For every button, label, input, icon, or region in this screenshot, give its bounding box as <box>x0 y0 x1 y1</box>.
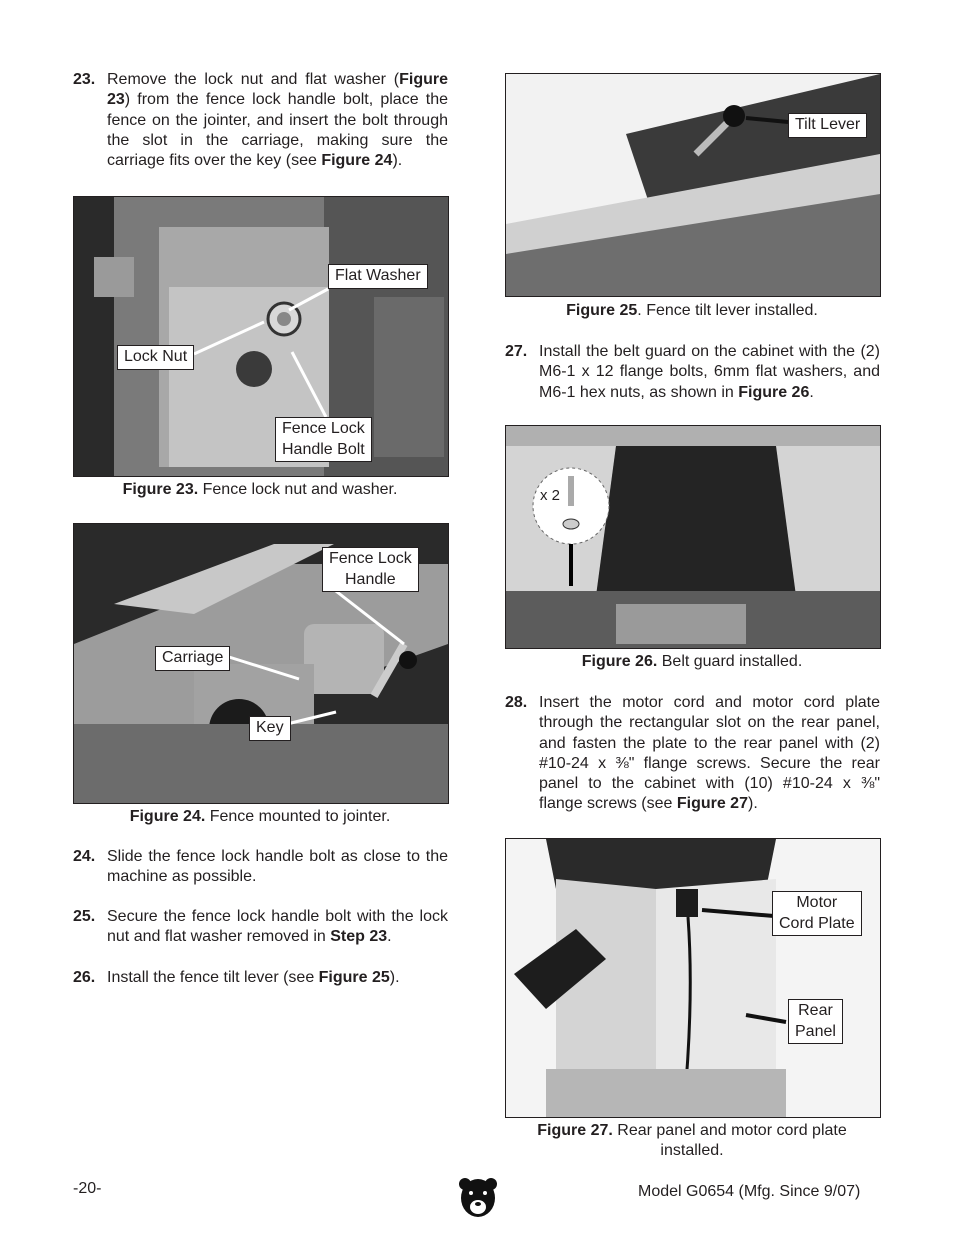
figure-26-photo <box>505 425 881 649</box>
step-reference: Figure 25 <box>318 969 390 986</box>
step-text-run: Slide the fence lock handle bolt as close to the machine as possible. <box>107 848 448 886</box>
figure-25-photo <box>505 73 881 297</box>
figure-26-caption <box>505 652 879 672</box>
step-text-run: ). <box>747 795 758 813</box>
step-text <box>107 848 448 885</box>
figure-24-caption <box>73 807 447 827</box>
step-reference: Figure 27 <box>676 795 748 813</box>
step-number: 28. <box>505 694 528 711</box>
callout-x2: x 2 <box>540 487 561 504</box>
step-text-run: ) from the fence lock handle bolt, place the fence on the jointer, and insert the bolt through the slot in the carriage, making sure the carriage fits over the key (see <box>107 91 448 170</box>
step-number: 26. <box>73 969 96 986</box>
callout-line: Rear <box>798 1002 833 1019</box>
step-24 <box>73 847 448 888</box>
figure-27-photo <box>505 838 881 1118</box>
caption-label: Figure 24. <box>129 808 206 825</box>
step-text <box>107 71 448 169</box>
step-text-run: Insert the motor cord and motor cord plate through the rectangular slot on the rear panel, and fasten the plate to the rear panel with (2) #10-24 x ⅜" flange screws. Secure the rear panel to the cabinet with (10) #10-24 x ⅜" flange screws (see <box>539 694 880 813</box>
callout-key: Key <box>249 716 291 741</box>
step-28 <box>505 693 880 815</box>
callout-lock-nut: Lock Nut <box>117 345 194 370</box>
callout-motor-cord-plate <box>772 891 862 936</box>
step-text-run: Secure the fence lock handle bolt with the lock nut and flat washer removed in <box>107 908 448 946</box>
caption-text: . Fence tilt lever installed. <box>637 302 818 319</box>
figure-25-caption <box>505 301 879 321</box>
step-number: 27. <box>505 343 528 360</box>
bear-head-logo-icon <box>458 1176 498 1220</box>
step-23 <box>73 70 448 171</box>
callout-fence-lock-handle-bolt <box>275 417 372 462</box>
figure-27-caption <box>505 1121 879 1162</box>
caption-label: Figure 27. <box>537 1122 613 1139</box>
step-text-run: ). <box>389 969 400 986</box>
caption-text: installed. <box>660 1142 724 1160</box>
figure-24-photo <box>73 523 449 804</box>
step-25 <box>73 907 448 948</box>
step-reference: Step 23 <box>330 928 388 946</box>
step-reference: Figure 23 <box>107 71 448 109</box>
step-text <box>539 694 880 812</box>
callout-line: Panel <box>795 1022 836 1040</box>
caption-label: Figure 25 <box>566 302 638 319</box>
step-text-run: Install the belt guard on the cabinet with the (2) M6-1 x 12 flange bolts, 6mm flat washers, and M6-1 hex nuts, as shown in <box>539 343 880 401</box>
callout-rear-panel <box>788 999 843 1044</box>
callout-fence-lock-handle <box>322 547 419 592</box>
step-text <box>107 908 448 945</box>
model-info: Model G0654 (Mfg. Since 9/07) <box>638 1183 861 1200</box>
figure-23-photo <box>73 196 449 477</box>
callout-line: Cord Plate <box>779 914 855 932</box>
page-number: -20- <box>73 1180 102 1197</box>
step-number: 25. <box>73 908 96 925</box>
step-number: 24. <box>73 848 96 865</box>
caption-text: Fence lock nut and washer. <box>198 481 398 498</box>
step-text-run: Remove the lock nut and flat washer ( <box>107 71 400 88</box>
step-text-run: ). <box>392 152 403 170</box>
callout-carriage: Carriage <box>155 646 230 671</box>
step-text <box>539 343 880 401</box>
callout-line: Motor <box>796 894 838 911</box>
caption-label: Figure 26. <box>581 653 658 670</box>
callout-line: Fence Lock <box>282 420 365 437</box>
caption-text: Rear panel and motor cord plate <box>612 1122 847 1139</box>
step-27 <box>505 342 880 403</box>
figure-23-caption <box>73 480 447 500</box>
step-text-run: Install the fence tilt lever (see <box>107 969 319 986</box>
step-reference: Figure 24 <box>321 152 393 170</box>
callout-flat-washer: Flat Washer <box>328 264 428 289</box>
callout-line: Handle <box>345 570 396 588</box>
step-text-run: . <box>809 383 814 401</box>
callout-line: Fence Lock <box>329 550 412 567</box>
callout-tilt-lever: Tilt Lever <box>788 113 867 138</box>
step-text-run: . <box>387 928 392 946</box>
step-26 <box>73 968 448 988</box>
step-text <box>107 969 400 986</box>
step-number: 23. <box>73 71 96 88</box>
caption-text: Belt guard installed. <box>657 653 803 670</box>
callout-line: Handle Bolt <box>282 440 365 458</box>
caption-label: Figure 23. <box>122 481 199 498</box>
caption-text: Fence mounted to jointer. <box>205 808 391 825</box>
step-reference: Figure 26 <box>738 383 810 401</box>
